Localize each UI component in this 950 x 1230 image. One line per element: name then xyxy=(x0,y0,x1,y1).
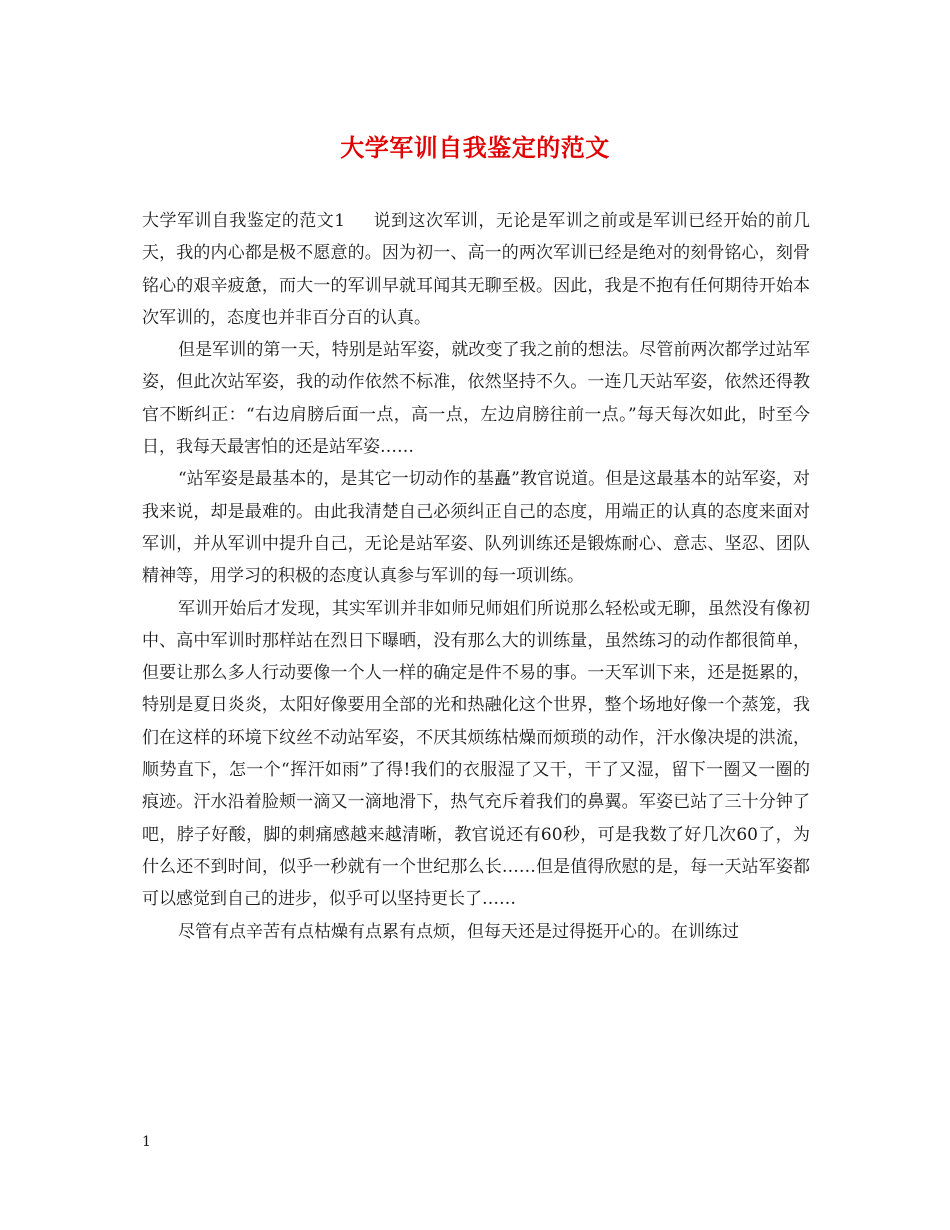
paragraph-1 xyxy=(142,205,810,334)
paragraph-1-text: 说到这次军训，无论是军训之前或是军训已经开始的前几天，我的内心都是极不愿意的。因为初一、高一的两次军训已经是绝对的刻骨铭心，刻骨铭心的艰辛疲惫，而大一的军训早就耳闻其无聊至极。因此，我是不抱有任何期待开始本次军训的，态度也并非百分百的认真。 xyxy=(142,211,810,328)
document-body xyxy=(142,205,810,948)
section-heading: 大学军训自我鉴定的范文1 xyxy=(142,211,346,231)
paragraph-5: 尽管有点辛苦有点枯燥有点累有点烦，但每天还是过得挺开心的。在训练过 xyxy=(178,921,739,942)
paragraph-3: “站军姿是最基本的，是其它一切动作的基矗”教官说道。但是这最基本的站军姿，对我来说，却是最难的。由此我清楚自己必须纠正自己的态度，用端正的认真的态度来面对军训，并从军训中提升自己，无论是站军姿、队列训练还是锻炼耐心、意志、坚忍、团队精神等，用学习的积极的态度认真参与军训的每一项训练。 xyxy=(142,469,810,587)
paragraph-2: 但是军训的第一天，特别是站军姿，就改变了我之前的想法。尽管前两次都学过站军姿，但此次站军姿，我的动作依然不标准，依然坚持不久。一连几天站军姿，依然还得教官不断纠正：“右边肩膀后面一点，高一点，左边肩膀往前一点。”每天每次如此，时至今日，我每天最害怕的还是站军姿…… xyxy=(142,340,810,458)
paragraph-4: 军训开始后才发现，其实军训并非如师兄师姐们所说那么轻松或无聊，虽然没有像初中、高中军训时那样站在烈日下曝晒，没有那么大的训练量，虽然练习的动作都很简单，但要让那么多人行动要像一个人一样的确定是件不易的事。一天军训下来，还是挺累的，特别是夏日炎炎，太阳好像要用全部的光和热融化这个世界，整个场地好像一个蒸笼，我们在这样的环境下纹丝不动站军姿，不厌其烦练枯燥而烦琐的动作，汗水像决堤的洪流，顺势直下，怎一个“挥汗如雨”了得!我们的衣服湿了又干，干了又湿，留下一圈又一圈的痕迹。汗水沿着脸颊一滴又一滴地滑下，热气充斥着我们的鼻翼。军姿已站了三十分钟了吧，脖子好酸，脚的刺痛感越来越清晰，教官说还有60秒，可是我数了好几次60了，为什么还不到时间，似乎一秒就有一个世纪那么长……但是值得欣慰的是，每一天站军姿都可以感觉到自己的进步，似乎可以坚持更长了…… xyxy=(142,598,810,910)
document-title: 大学军训自我鉴定的范文 xyxy=(340,133,610,162)
page-number: 1 xyxy=(142,1134,151,1150)
